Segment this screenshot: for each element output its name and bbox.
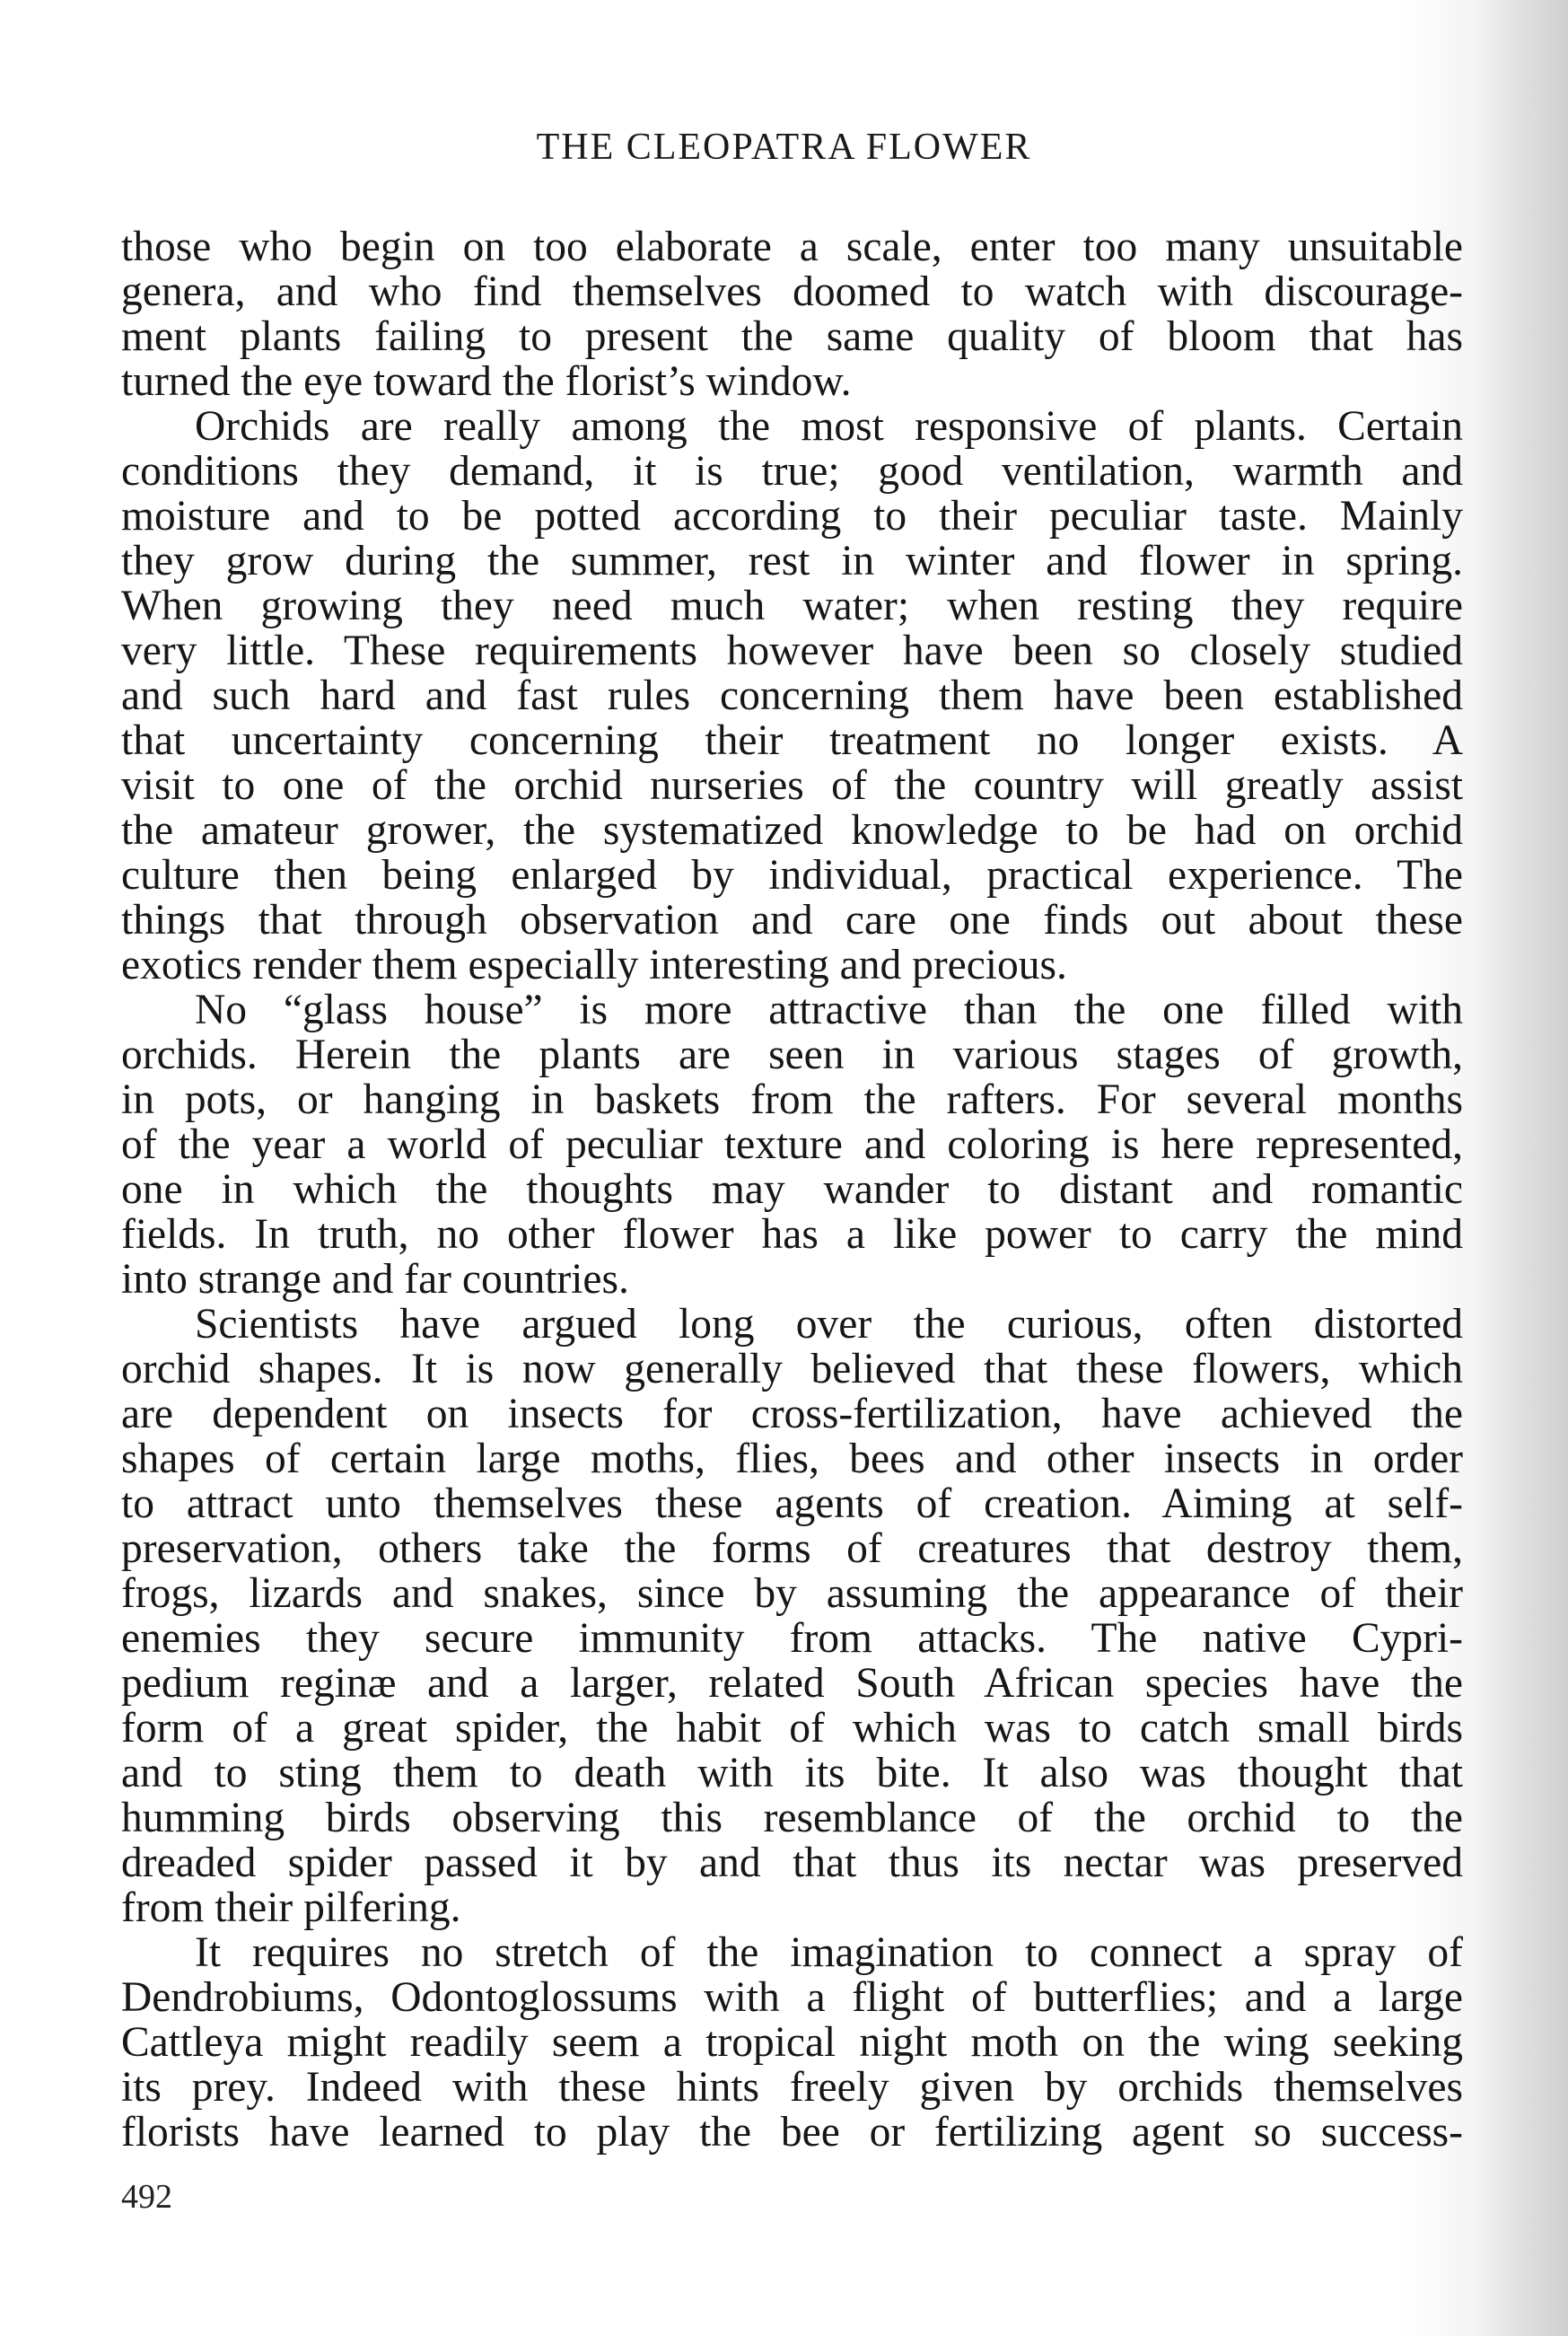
text-line: It requires no stretch of the imagination to connect a spray of (195, 1929, 1463, 1976)
paragraph (121, 404, 1463, 988)
text-line: the amateur grower, the systematized knowledge to be had on orchid (121, 807, 1463, 854)
text-line: orchids. Herein the plants are seen in various stages of growth, (121, 1032, 1463, 1078)
text-line: moisture and to be potted according to their peculiar taste. Mainly (121, 493, 1463, 540)
text-line: culture then being enlarged by individual, practical experience. The (121, 852, 1463, 899)
paragraph (121, 224, 1463, 404)
text-line: conditions they demand, it is true; good ventilation, warmth and (121, 448, 1463, 495)
text-line: exotics render them especially interesting and precious. (121, 942, 1067, 988)
text-line: form of a great spider, the habit of which was to catch small birds (121, 1705, 1463, 1752)
text-line: Scientists have argued long over the curious, often distorted (195, 1301, 1463, 1348)
text-line: and to sting them to death with its bite. It also was thought that (121, 1750, 1463, 1796)
text-line: turned the eye toward the florist’s window. (121, 358, 852, 405)
text-line: orchid shapes. It is now generally believed that these flowers, which (121, 1346, 1463, 1392)
text-line: frogs, lizards and snakes, since by assuming the appearance of their (121, 1570, 1463, 1617)
paragraph (121, 1930, 1463, 2155)
text-line: No “glass house” is more attractive than the one filled with (195, 987, 1463, 1033)
text-line: Cattleya might readily seem a tropical night moth on the wing seeking (121, 2019, 1463, 2066)
text-line: pedium reginæ and a larger, related South African species have the (121, 1660, 1463, 1707)
text-line: those who begin on too elaborate a scale, enter too many unsuitable (121, 224, 1463, 270)
text-line: are dependent on insects for cross-fertilization, have achieved the (121, 1391, 1463, 1437)
text-line: and such hard and fast rules concerning them have been established (121, 672, 1463, 719)
text-line: ment plants failing to present the same quality of bloom that has (121, 313, 1463, 360)
text-line: florists have learned to play the bee or fertilizing agent so success- (121, 2109, 1463, 2156)
paragraph (121, 988, 1463, 1302)
text-line: to attract unto themselves these agents of creation. Aiming at self- (121, 1480, 1463, 1527)
running-title: THE CLEOPATRA FLOWER (536, 127, 1032, 168)
text-line: dreaded spider passed it by and that thus its nectar was preserved (121, 1840, 1463, 1886)
page-number: 492 (121, 2178, 172, 2216)
text-line: of the year a world of peculiar texture and coloring is here represented, (121, 1121, 1463, 1168)
text-line: Orchids are really among the most responsive of plants. Certain (195, 403, 1463, 450)
text-line: shapes of certain large moths, flies, bees and other insects in order (121, 1436, 1463, 1482)
text-line: things that through observation and care one finds out about these (121, 897, 1463, 944)
text-line: into strange and far countries. (121, 1256, 629, 1303)
text-line: humming birds observing this resemblance of the orchid to the (121, 1795, 1463, 1841)
paragraph (121, 1302, 1463, 1930)
body-text (121, 224, 1463, 2155)
text-line: from their pilfering. (121, 1884, 461, 1931)
text-line: When growing they need much water; when resting they require (121, 583, 1463, 629)
text-line: one in which the thoughts may wander to distant and romantic (121, 1166, 1463, 1213)
text-line: enemies they secure immunity from attacks. The native Cypri- (121, 1615, 1463, 1662)
text-line: fields. In truth, no other flower has a like power to carry the mind (121, 1211, 1463, 1258)
text-line: that uncertainty concerning their treatment no longer exists. A (121, 717, 1463, 764)
text-line: in pots, or hanging in baskets from the rafters. For several months (121, 1076, 1463, 1123)
text-line: preservation, others take the forms of creatures that destroy them, (121, 1525, 1463, 1572)
text-line: its prey. Indeed with these hints freely given by orchids themselves (121, 2064, 1463, 2111)
text-line: genera, and who find themselves doomed to watch with discourage- (121, 268, 1463, 315)
text-line: very little. These requirements however have been so closely studied (121, 628, 1463, 674)
text-line: they grow during the summer, rest in winter and flower in spring. (121, 538, 1463, 584)
text-line: visit to one of the orchid nurseries of the country will greatly assist (121, 762, 1463, 809)
text-line: Dendrobiums, Odontoglossums with a flight of butterflies; and a large (121, 1974, 1463, 2021)
